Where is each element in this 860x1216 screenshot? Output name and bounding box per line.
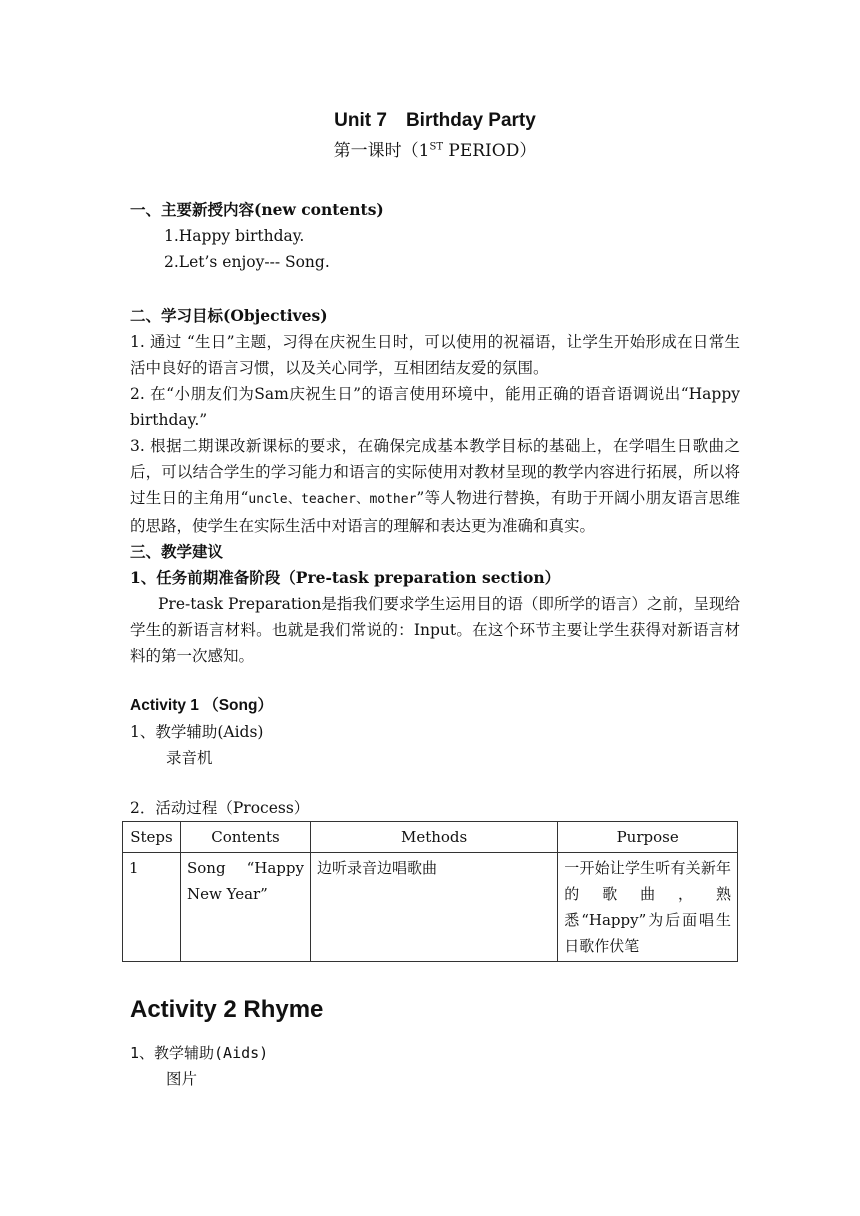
table-header-cell: Contents — [180, 822, 310, 853]
objective-3-roles: uncle、teacher、mother — [248, 492, 417, 507]
table-cell: 1 — [123, 853, 181, 962]
activity1-process-label: 2．活动过程（Process） — [130, 799, 310, 817]
table-cell: 一开始让学生听有关新年的歌曲，熟悉“Happy”为后面唱生日歌作伏笔 — [558, 853, 738, 962]
objective-3-start: 3. 根据二期课改新课标的要求，在确保完成基本教学目标的基础上，在学唱生日歌曲之后，可以结合学生的学习能力和语言的实际使用对教材呈现的教学内容进行拓展，所以将过生日的主角用“ — [130, 437, 740, 507]
subtitle-sup: ST — [429, 141, 443, 153]
table-header-cell: Methods — [310, 822, 557, 853]
activity1-aids-label: 1、教学辅助(Aids) — [130, 723, 264, 741]
table-header-row — [123, 822, 738, 853]
subtitle-main: 第一课时（1 — [333, 141, 430, 161]
document-subtitle — [130, 136, 740, 161]
section2-heading: 二、学习目标(Objectives) — [130, 306, 328, 325]
activity1-aids-value: 录音机 — [166, 749, 213, 767]
table-header-cell: Steps — [123, 822, 181, 853]
table-cell: 边听录音边唱歌曲 — [310, 853, 557, 962]
section1-item: 2.Let’s enjoy--- Song. — [164, 253, 330, 271]
activity2-heading: Activity 2 Rhyme — [130, 996, 324, 1023]
process-table — [122, 821, 738, 962]
pretask-heading: 1、任务前期准备阶段（Pre-task preparation section） — [130, 568, 561, 587]
objective-3 — [130, 433, 740, 539]
activity2-aids-value: 图片 — [166, 1070, 198, 1088]
document-page — [130, 100, 740, 1092]
section3-heading: 三、教学建议 — [130, 542, 224, 561]
table-cell: Song “Happy New Year” — [180, 853, 310, 962]
pretask-paragraph: Pre-task Preparation是指我们要求学生运用目的语（即所学的语言）之前，呈现给学生的新语言材料。也就是我们常说的：Input。在这个环节主要让学生获得对新语言材料的第一次感知。 — [130, 595, 740, 665]
table-row — [123, 853, 738, 962]
subtitle-tail: PERIOD） — [443, 141, 537, 161]
activity1-heading: Activity 1 （Song） — [130, 697, 273, 714]
table-header-cell: Purpose — [558, 822, 738, 853]
objective-3-end: ”等人物进行替换，有助于开阔小朋友语言思维的思路，使学生在实际生活中对语言的理解和表达更为准确和真实。 — [130, 489, 740, 535]
document-title: Unit 7 Birthday Party — [334, 110, 536, 131]
section1-heading: 一、主要新授内容(new contents) — [130, 200, 384, 219]
section1-item: 1.Happy birthday. — [164, 227, 305, 245]
objective-1: 1. 通过 “生日”主题，习得在庆祝生日时，可以使用的祝福语，让学生开始形成在日常生活中良好的语言习惯，以及关心同学，互相团结友爱的氛围。 — [130, 333, 740, 377]
objective-2: 2. 在“小朋友们为Sam庆祝生日”的语言使用环境中，能用正确的语音语调说出“Happy birthday.” — [130, 385, 740, 429]
activity2-aids-label: 1、教学辅助(Aids) — [130, 1044, 269, 1062]
